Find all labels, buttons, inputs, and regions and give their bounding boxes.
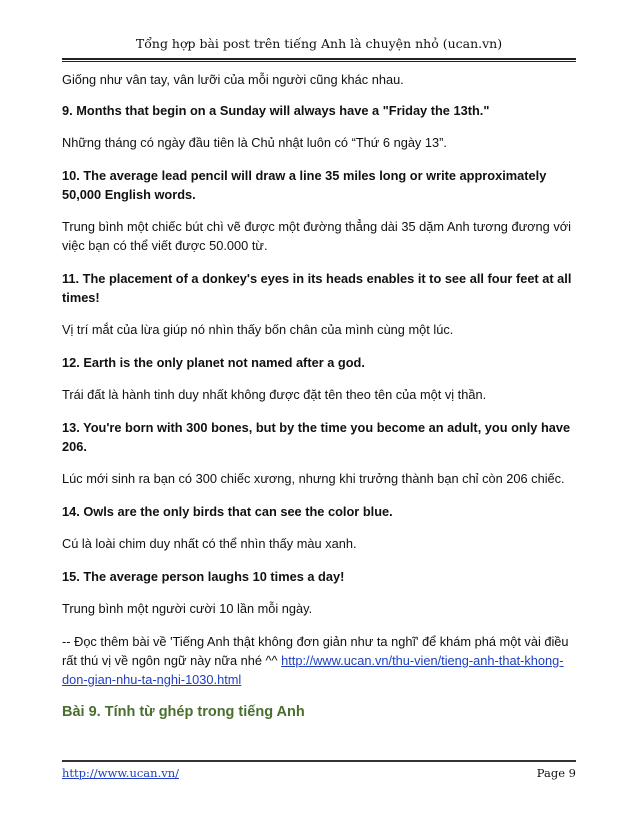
fact-15-english: 15. The average person laughs 10 times a day! <box>62 569 345 584</box>
header-rule <box>62 58 576 60</box>
page-header-title: Tổng hợp bài post trên tiếng Anh là chuyện nhỏ (ucan.vn) <box>135 36 503 51</box>
fact-13-english: 13. You're born with 300 bones, but by the time you become an adult, you only have 206. <box>62 420 571 454</box>
fact-12-english: 12. Earth is the only planet not named after a god. <box>62 355 365 370</box>
footer-rule <box>62 760 576 762</box>
fact-15-vietnamese: Trung bình một người cười 10 lần mỗi ngày. <box>62 601 313 616</box>
fact-13-vietnamese: Lúc mới sinh ra bạn có 300 chiếc xương, nhưng khi trưởng thành bạn chỉ còn 206 chiếc. <box>62 471 565 486</box>
fact-10-english: 10. The average lead pencil will draw a line 35 miles long or write approximately 50,000 English words. <box>62 168 547 202</box>
read-more-text: -- Đọc thêm bài về 'Tiếng Anh thật không đơn giản như ta nghĩ' để khám phá một vài điều rất thú vị về ngôn ngữ này nữa nhé ^^ <box>62 634 569 668</box>
read-more-paragraph <box>62 632 576 689</box>
footer-website-link[interactable]: http://www.ucan.vn/ <box>62 766 179 780</box>
fact-11-english: 11. The placement of a donkey's eyes in its heads enables it to see all four feet at all times! <box>62 271 572 305</box>
fact-12-vietnamese: Trái đất là hành tinh duy nhất không được đặt tên theo tên của một vị thần. <box>62 387 487 402</box>
header-rule-thin <box>62 61 576 62</box>
document-body <box>62 70 576 722</box>
fact-14-english: 14. Owls are the only birds that can see the color blue. <box>62 504 393 519</box>
read-more-link[interactable]: http://www.ucan.vn/thu-vien/tieng-anh-that-khong-don-gian-nhu-ta-nghi-1030.html <box>62 653 564 687</box>
section-heading: Bài 9. Tính từ ghép trong tiếng Anh <box>62 704 305 720</box>
fact-11-vietnamese: Vị trí mắt của lừa giúp nó nhìn thấy bốn chân của mình cùng một lúc. <box>62 322 454 337</box>
intro-vietnamese: Giống như vân tay, vân lưỡi của mỗi người cũng khác nhau. <box>62 72 404 87</box>
fact-9-vietnamese: Những tháng có ngày đầu tiên là Chủ nhật luôn có “Thứ 6 ngày 13”. <box>62 135 447 150</box>
fact-10-vietnamese: Trung bình một chiếc bút chì vẽ được một đường thẳng dài 35 dặm Anh tương đương với việc bạn có thể viết được 50.000 từ. <box>62 219 571 253</box>
fact-9-english: 9. Months that begin on a Sunday will always have a "Friday the 13th." <box>62 103 490 118</box>
fact-14-vietnamese: Cú là loài chim duy nhất có thể nhìn thấy màu xanh. <box>62 536 357 551</box>
page-number: Page 9 <box>536 766 576 780</box>
